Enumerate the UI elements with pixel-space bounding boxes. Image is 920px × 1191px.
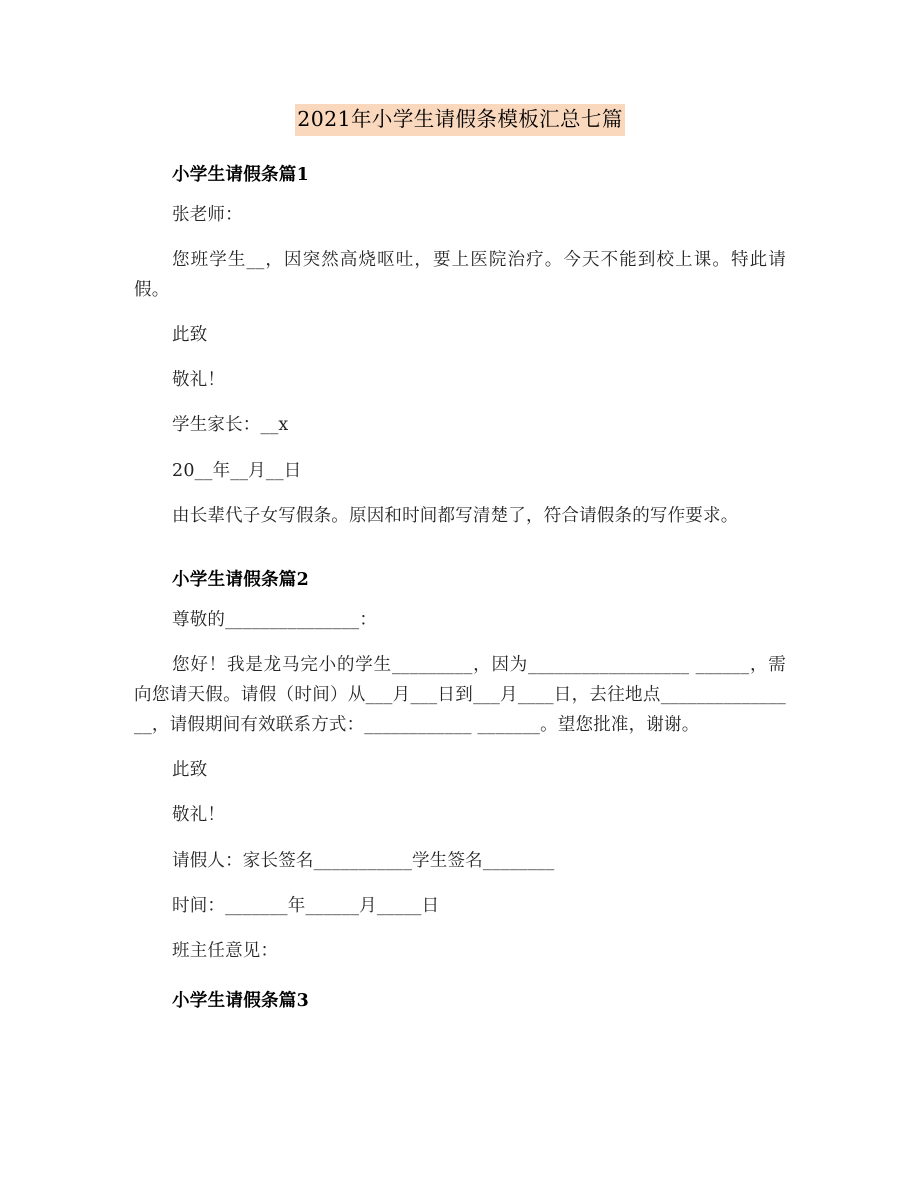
- document-content: [134, 104, 786, 1026]
- document-title-row: [134, 104, 786, 136]
- section-2-body: 您好！我是龙马完小的学生_________，因为__________________ ______，需向您请天假。请假（时间）从___月___日到___月____日，去往地点________________，请假期间有效联系方式：____________ _______。望您批准，谢谢。: [134, 655, 786, 736]
- section-1-paragraph-1: 张老师：: [172, 204, 243, 225]
- section-1-paragraph-3: 此致: [172, 325, 208, 346]
- section-2-salutation: 尊敬的_______________：: [172, 609, 378, 630]
- section-2-signature-line: 请假人：家长签名___________学生签名________: [172, 850, 555, 871]
- section-2-closing-jingli: 敬礼！: [172, 805, 226, 826]
- section-1-note: 由长辈代子女写假条。原因和时间都写清楚了，符合请假条的写作要求。: [172, 505, 739, 526]
- section-2-teacher-comment-label: 班主任意见：: [172, 940, 279, 961]
- document-title: 2021年小学生请假条模板汇总七篇: [295, 104, 624, 136]
- section-1-paragraph-2: 您班学生__，因突然高烧呕吐，要上医院治疗。今天不能到校上课。特此请假。: [134, 250, 786, 301]
- section-2-closing-cizhi: 此致: [172, 760, 208, 781]
- section-1-parent-signature-line: 学生家长：__x: [172, 415, 289, 436]
- section-heading-2: 小学生请假条篇2: [172, 569, 310, 590]
- section-1-paragraph-4: 敬礼！: [172, 370, 226, 391]
- section-1-date-line: 20__年__月__日: [172, 460, 302, 481]
- section-heading-1: 小学生请假条篇1: [172, 164, 310, 185]
- section-heading-3: 小学生请假条篇3: [172, 990, 310, 1011]
- section-2-time-line: 时间：_______年______月_____日: [172, 895, 440, 916]
